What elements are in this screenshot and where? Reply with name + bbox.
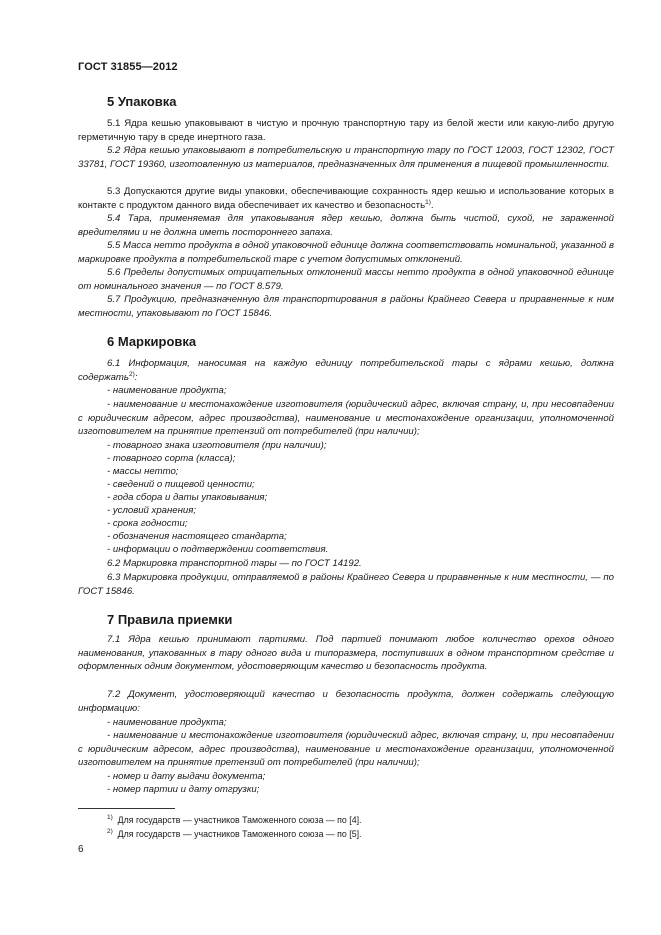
para-6-1 [78, 357, 614, 384]
list-item: - условий хранения; [107, 505, 197, 516]
list-item: - товарного сорта (класса); [107, 453, 236, 464]
para-7-2: 7.2 Документ, удостоверяющий качество и безопасность продукта, должен содержать следующую информацию: [78, 689, 614, 714]
para-6-1-end: : [134, 371, 138, 383]
footnote-text: Для государств — участников Таможенного союза — по [4]. [117, 815, 362, 825]
para-5-2: 5.2 Ядра кешью упаковывают в потребительскую и транспортную тару по ГОСТ 12003, ГОСТ 12302, ГОСТ 33781, ГОСТ 19360, изготовленную из материалов, предназначенных для применения в пищевой промышленности. [78, 145, 614, 170]
para-6-1-text: 6.1 Информация, наносимая на каждую единицу потребительской тары с ядрами кешью, должна содержать [78, 358, 614, 383]
section-5-title: 5 Упаковка [107, 94, 177, 109]
footnote-text: Для государств — участников Таможенного союза — по [5]. [117, 829, 362, 839]
page-number: 6 [78, 844, 84, 855]
footnote-ref-2: 2) [128, 370, 135, 378]
para-5-3-end: . [430, 199, 434, 211]
list-item: - сведений о пищевой ценности; [107, 479, 255, 490]
para-7-maker: - наименование и местонахождение изготовителя (юридический адрес, включая страну, и, при несовпадении с юридическим адресом, адрес производства), наименование и местонахождение организации, уполномоченной изготовителем на принятие претензий от потребителей (при наличии); [78, 730, 614, 769]
footnote-divider [78, 808, 175, 809]
footnote-1 [107, 814, 362, 826]
para-6-2: 6.2 Маркировка транспортной тары — по ГОСТ 14192. [107, 558, 362, 569]
section-6-title: 6 Маркировка [107, 334, 197, 349]
list-item: - наименование продукта; [107, 385, 227, 396]
footnote-mark: 1) [107, 814, 113, 821]
para-5-3-text: 5.3 Допускаются другие виды упаковки, обеспечивающие сохранность ядер кешью и использование которых в контакте с продуктом данного вида обеспечивает их качество и безопасность [78, 186, 614, 211]
section-7-title: 7 Правила приемки [107, 612, 233, 627]
list-item: - обозначения настоящего стандарта; [107, 531, 287, 542]
list-item: - номер партии и дату отгрузки; [107, 784, 260, 795]
footnote-ref-1: 1) [425, 198, 431, 206]
list-item: - информации о подтверждении соответствия. [107, 544, 329, 555]
list-item: - товарного знака изготовителя (при наличии); [107, 440, 327, 451]
standard-header: ГОСТ 31855—2012 [78, 61, 178, 73]
para-5-3 [78, 185, 614, 212]
footnote-mark: 2) [107, 828, 113, 835]
footnote-2 [107, 828, 362, 840]
list-item: - наименование продукта; [107, 717, 227, 728]
para-6-maker: - наименование и местонахождение изготовителя (юридический адрес, включая страну, и, при несовпадении с юридическим адресом, адрес производства), наименование и местонахождение организации, уполномоченной изготовителем на принятие претензий от потребителей (при наличии); [78, 399, 614, 438]
para-7-1: 7.1 Ядра кешью принимают партиями. Под партией понимают любое количество орехов одного наименования, упакованных в тару одного вида и типоразмера, поступивших в одном транспортном средстве и оформленных одним документом, удостоверяющим качество и безопасность продукта. [78, 634, 614, 673]
list-item: - года сбора и даты упаковывания; [107, 492, 268, 503]
list-item: - номер и дату выдачи документа; [107, 771, 266, 782]
para-5-4: 5.4 Тара, применяемая для упаковывания ядер кешью, должна быть чистой, сухой, не зараженной вредителями и не должна иметь постороннего запаха. [78, 213, 614, 238]
para-5-5: 5.5 Масса нетто продукта в одной упаковочной единице должна соответствовать номинальной, указанной в маркировке продукта в потребительской таре с учетом допустимых отклонений. [78, 240, 614, 265]
list-item: - срока годности; [107, 518, 188, 529]
para-5-1: 5.1 Ядра кешью упаковывают в чистую и прочную транспортную тару из белой жести или какую-либо другую герметичную тару в среде инертного газа. [78, 118, 614, 143]
para-5-7: 5.7 Продукцию, предназначенную для транспортирования в районы Крайнего Севера и приравненные к ним местности, упаковывают по ГОСТ 15846. [78, 294, 614, 319]
list-item: - массы нетто; [107, 466, 179, 477]
para-5-6: 5.6 Пределы допустимых отрицательных отклонений массы нетто продукта в одной упаковочной единице от номинального значения — по ГОСТ 8.579. [78, 267, 614, 292]
para-6-3: 6.3 Маркировка продукции, отправляемой в районы Крайнего Севера и приравненные к ним местности, — по ГОСТ 15846. [78, 572, 614, 597]
